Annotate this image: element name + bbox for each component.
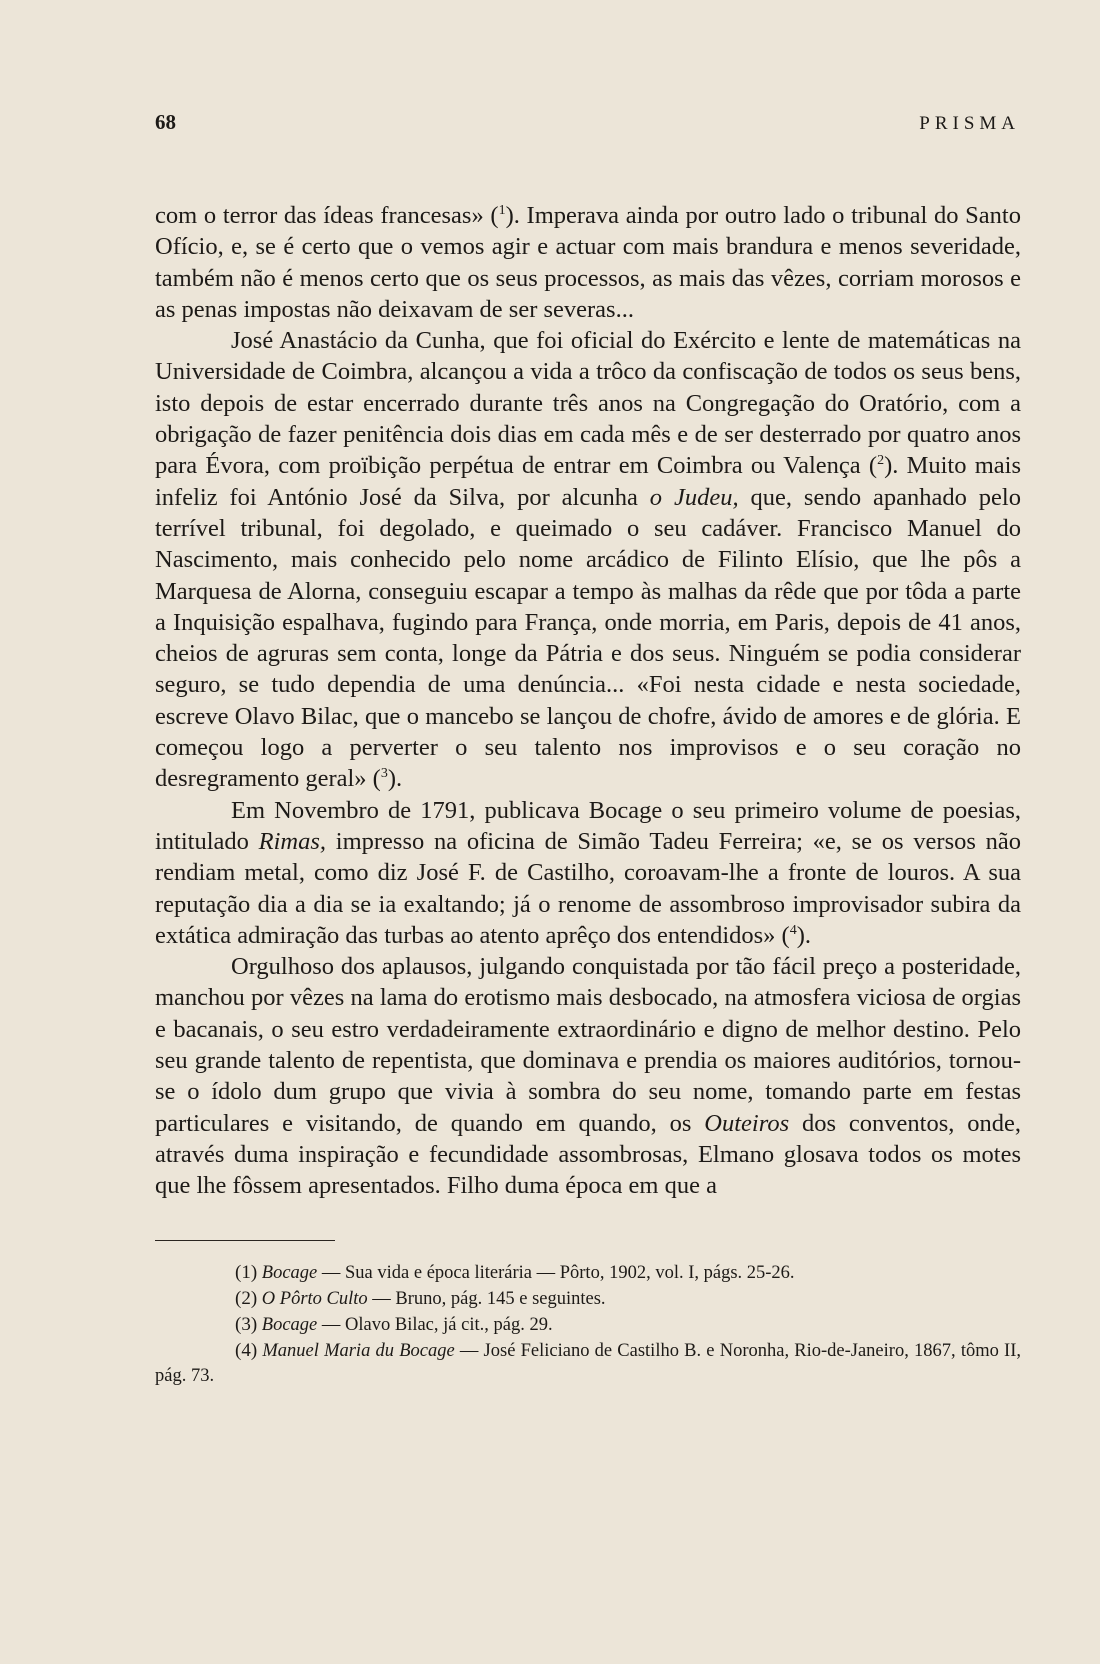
text-run: Em Novembro de 1791, publicava Bocage o seu primeiro volume de poesias, intitulado [155,796,1021,855]
footnote-text: — José Feliciano de Castilho B. e Noronha, Rio-de-Janeiro, 1867, tômo II, pág. 73. [155,1341,1021,1386]
footnote-title: Bocage [261,1263,318,1283]
footnote [155,1312,1021,1338]
body-paragraph [155,325,1021,794]
text-run: ). Imperava ainda por outro lado o tribunal do Santo Ofício, e, se é certo que o vemos agir e actuar com mais brandura e menos severidade, também não é menos certo que os seus processos, as mais das vêzes, corriam morosos e as penas impostas não deixavam de ser severas... [155,202,1021,323]
body-paragraph [155,200,1021,325]
text-run: Orgulhoso dos aplausos, julgando conquistada por tão fácil preço a posteridade, manchou por vêzes na lama do erotismo mais desbocado, na atmosfera viciosa de orgias e bacanais, o seu estro verdadeiramente extraordinário e digno de melhor destino. Pelo seu grande talento de repentista, que dominava e prendia os maiores auditórios, tornou-se o ídolo dum grupo que vivia à sombra do seu nome, tomando parte em festas particulares e visitando, de quando em quando, os [155,953,1021,1137]
text-run: ). [387,765,403,793]
footnote-reference: 4 [789,922,797,938]
footnote-title: Bocage [261,1315,318,1335]
footnote [155,1338,1021,1389]
body-paragraph [155,951,1021,1201]
body-text [155,200,1021,1202]
footnote-text: — Olavo Bilac, já cit., pág. 29. [317,1315,553,1335]
footnote [155,1260,1021,1286]
running-title: PRISMA [919,113,1020,134]
footnote-reference: 1 [498,203,506,218]
text-run: impresso na oficina de Simão Tadeu Ferreira; «e, se os versos não rendiam metal, como diz José F. de Castilho, coroavam-lhe a fronte de louros. A sua reputação dia a dia se ia exaltando; já o renome de assombroso improvisador subira da extática admiração das turbas ao atento aprêço dos entendidos» ( [155,827,1021,949]
footnote-number: (1) [235,1262,258,1283]
page-number: 68 [155,110,176,134]
footnote-number: (4) [235,1340,258,1361]
footnote-title: Manuel Maria du Bocage [262,1341,455,1361]
footnote-text: — Bruno, pág. 145 e seguintes. [367,1289,606,1309]
italic-text: Rimas, [258,827,327,855]
footnote-reference: 3 [380,766,388,782]
footnote [155,1286,1021,1312]
italic-text: o Judeu, [649,483,739,511]
text-run: dos conventos, onde, através duma inspiração e fecundidade assombrosas, Elmano glosava todos os motes que lhe fôssem apresentados. Filho duma época em que a [155,1109,1022,1200]
italic-text: Outeiros [704,1109,790,1137]
text-run: ). [796,921,811,949]
text-run: com o terror das ídeas francesas» ( [155,202,499,229]
text-run: ). Muito mais infeliz foi António José da Silva, por alcunha [155,452,1021,511]
text-run: que, sendo apanhado pelo terrível tribunal, foi degolado, e queimado o seu cadáver. Francisco Manuel do Nascimento, mais conhecido pelo nome arcádico de Filinto Elísio, que lhe pôs a Marquesa de Alorna, conseguiu escapar a tempo às malhas da rêde que por tôda a parte a Inquisição espalhava, fugindo para França, onde morria, em Paris, depois de 41 anos, cheios de agruras sem conta, longe da Pátria e dos seus. Ninguém se podia considerar seguro, se tudo dependia de uma denúncia... «Foi nesta cidade e nesta sociedade, escreve Olavo Bilac, que o mancebo se lançou de chofre, ávido de amores e de glória. E começou logo a perverter o seu talento nos improvisos e o seu coração no desregramento geral» ( [155,483,1021,793]
footnote-separator [155,1240,335,1241]
footnote-text: — Sua vida e época literária — Pôrto, 1902, vol. I, págs. 25-26. [317,1263,795,1283]
footnote-number: (2) [235,1288,258,1309]
footnote-reference: 2 [877,453,885,469]
footnote-number: (3) [235,1314,258,1335]
page-header [155,110,1020,135]
footnotes [155,1260,1021,1389]
text-run: José Anastácio da Cunha, que foi oficial do Exército e lente de matemáticas na Universidade de Coimbra, alcançou a vida a trôco da confiscação de todos os seus bens, isto depois de estar encerrado durante três anos na Congregação do Oratório, com a obrigação de fazer penitência dois dias em cada mês e de ser desterrado por quatro anos para Évora, com proïbição perpétua de entrar em Coimbra ou Valença ( [155,327,1021,480]
body-paragraph [155,795,1021,951]
footnote-title: O Pôrto Culto [261,1289,368,1309]
